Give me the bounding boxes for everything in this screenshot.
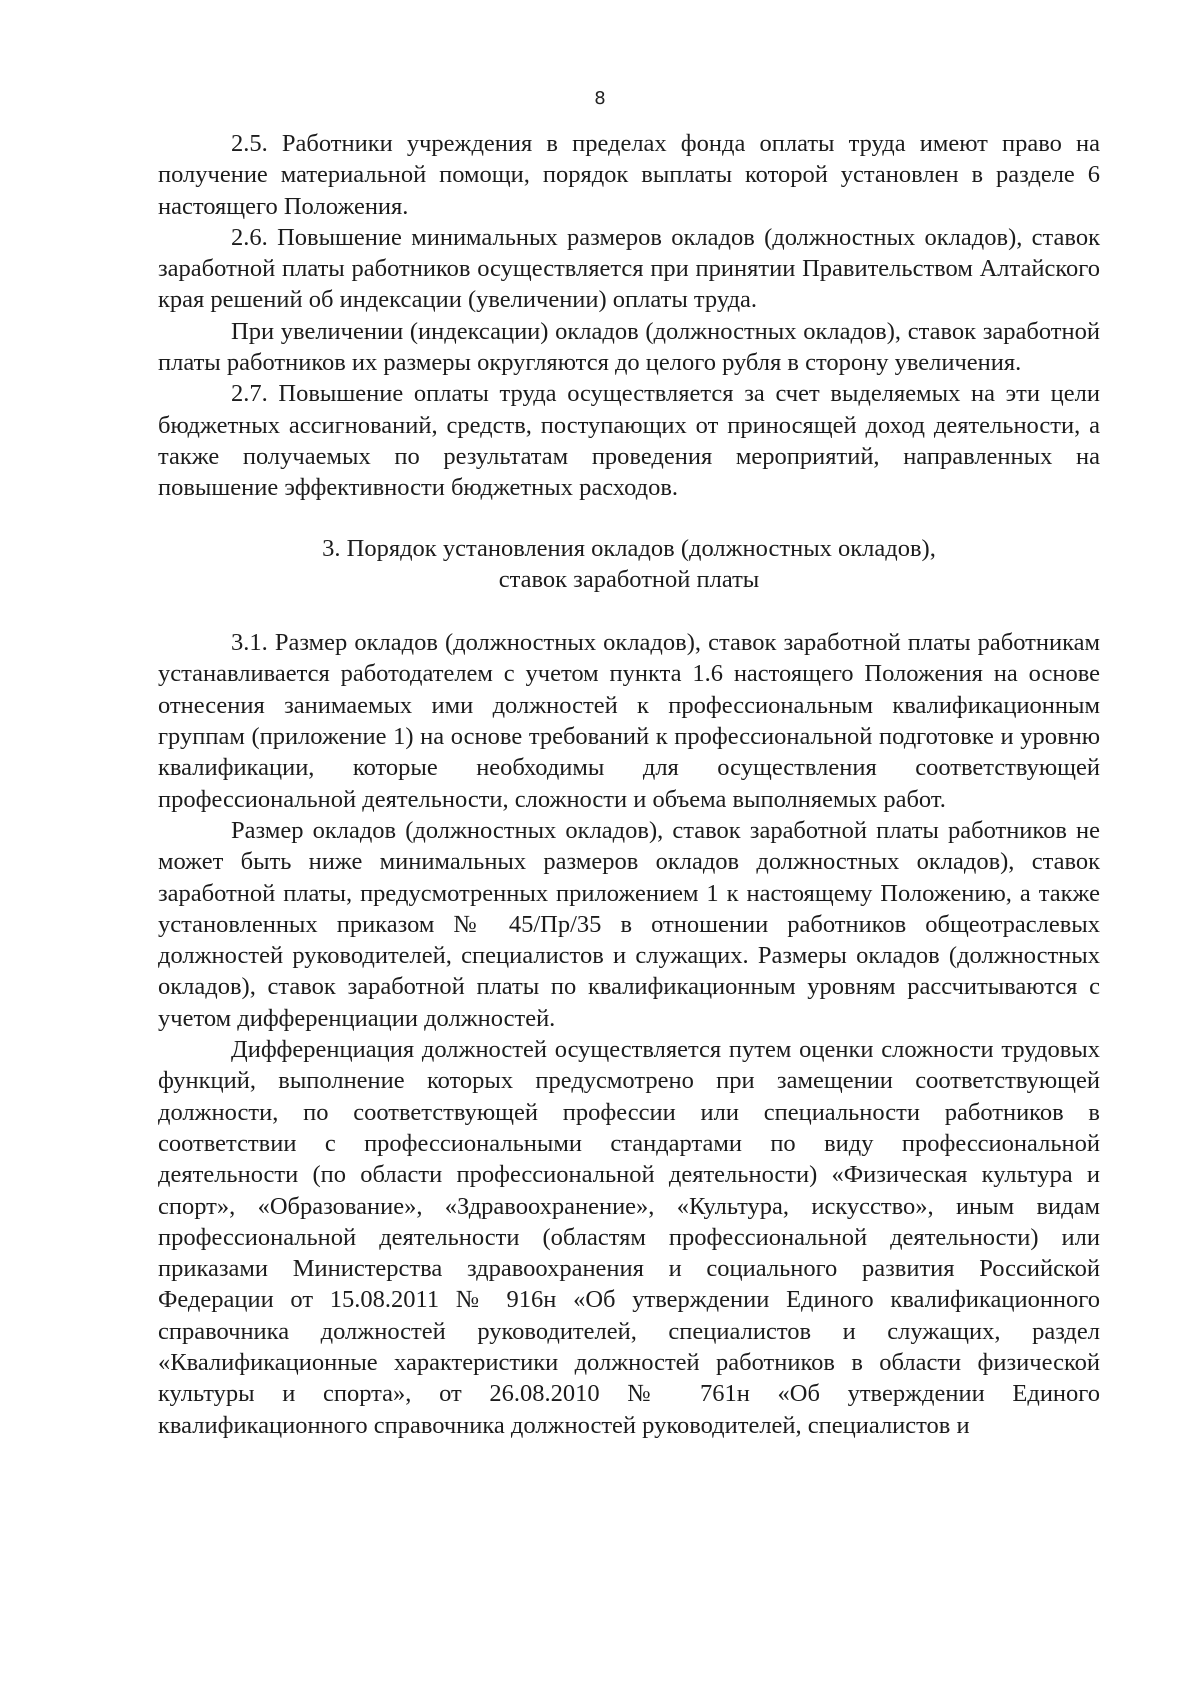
- page-number: 8: [594, 88, 606, 109]
- paragraph-2-6: 2.6. Повышение минимальных размеров окладов (должностных окладов), ставок заработной платы работников осуществляется при принятии Правительством Алтайского края решений об индексации (увеличении) оплаты труда.: [158, 223, 1100, 314]
- paragraph-2-7: 2.7. Повышение оплаты труда осуществляется за счет выделяемых на эти цели бюджетных ассигнований, средств, поступающих от приносящей доход деятельности, а также получаемых по результатам проведения мероприятий, направленных на повышение эффективности бюджетных расходов.: [158, 380, 1100, 502]
- paragraph-differentiation: Дифференциация должностей осуществляется путем оценки сложности трудовых функций, выполнение которых предусмотрено при замещении соответствующей должности, по соответствующей профессии или специальности работников в соответствии с профессиональными стандартами по виду профессиональной деятельности (по области профессиональной деятельности) «Физическая культура и спорт», «Образование», «Здравоохранение», «Культура, искусство», иным видам профессиональной деятельности (областям профессиональной деятельности) или приказами Министерства здравоохранения и социального развития Российской Федерации от 15.08.2011 № 916н «Об утверждении Единого квалификационного справочника должностей руководителей, специалистов и служащих, раздел «Квалификационные характеристики должностей работников в области физической культуры и спорта», от 26.08.2010 № 761н «Об утверждении Единого квалификационного справочника должностей руководителей, специалистов и: [158, 1036, 1100, 1439]
- paragraph-salary-minimum: Размер окладов (должностных окладов), ставок заработной платы работников не может быть ниже минимальных размеров окладов должностных окладов), ставок заработной платы, предусмотренных приложением 1 к настоящему Положению, а также установленных приказом № 45/Пр/35 в отношении работников общеотраслевых должностей руководителей, специалистов и служащих. Размеры окладов (должностных окладов), ставок заработной платы по квалификационным уровням рассчитываются с учетом дифференциации должностей.: [158, 816, 1100, 1032]
- paragraph-2-5: 2.5. Работники учреждения в пределах фонда оплаты труда имеют право на получение материальной помощи, порядок выплаты которой установлен в разделе 6 настоящего Положения.: [158, 130, 1100, 220]
- section-heading: [158, 533, 1100, 596]
- paragraph-3-1: 3.1. Размер окладов (должностных окладов), ставок заработной платы работникам устанавливается работодателем с учетом пункта 1.6 настоящего Положения на основе отнесения занимаемых ими должностей к профессиональным квалификационным группам (приложение 1) на основе требований к профессиональной подготовке и уровню квалификации, которые необходимы для осуществления соответствующей профессиональной деятельности, сложности и объема выполняемых работ.: [158, 629, 1100, 813]
- section-heading-line2: ставок заработной платы: [498, 565, 760, 593]
- section-heading-line1: 3. Порядок установления окладов (должностных окладов),: [322, 534, 936, 562]
- paragraph-indexation: При увеличении (индексации) окладов (должностных окладов), ставок заработной платы работников их размеры округляются до целого рубля в сторону увеличения.: [158, 317, 1100, 377]
- document-body: [158, 128, 1100, 1441]
